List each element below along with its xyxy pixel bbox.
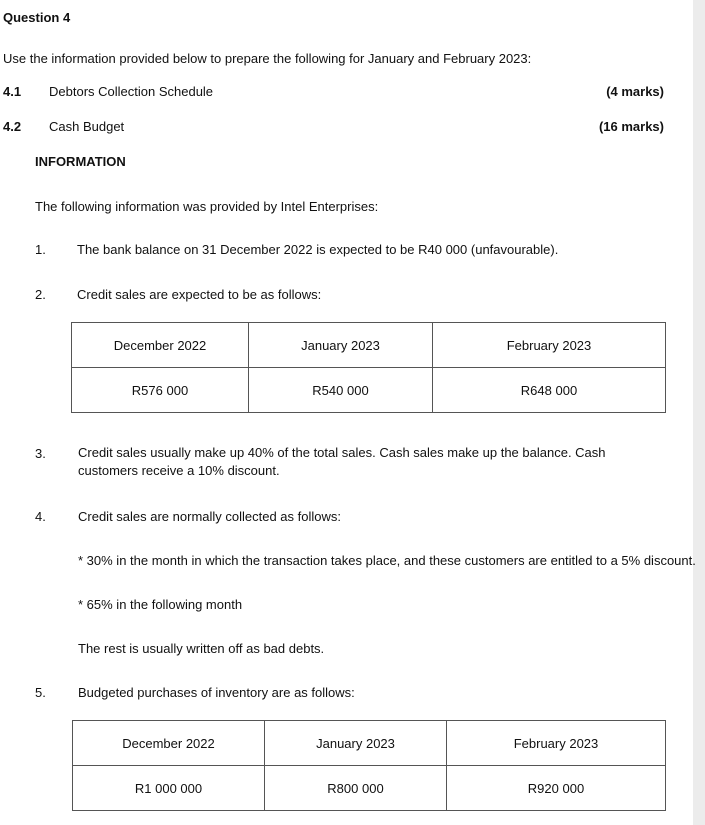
page-edge-strip [693, 0, 705, 825]
information-intro: The following information was provided by Intel Enterprises: [35, 199, 379, 214]
task-label: Debtors Collection Schedule [49, 84, 214, 99]
table-cell: R920 000 [447, 766, 666, 811]
task-marks: (16 marks) [598, 119, 664, 134]
credit-sales-table [71, 322, 666, 413]
purchases-table [72, 720, 666, 811]
item-text: Credit sales usually make up 40% of the total sales. Cash sales make up the balance. Cash customers receive a 10% discount. [78, 445, 606, 478]
task-marks: (4 marks) [606, 84, 664, 99]
table-header-cell: January 2023 [249, 323, 433, 368]
table-cell: R1 000 000 [73, 766, 265, 811]
information-heading: INFORMATION [35, 154, 126, 169]
item-text: Credit sales are expected to be as follows: [77, 287, 322, 302]
collection-note: * 65% in the following month [78, 597, 243, 612]
task-number: 4.2 [3, 119, 22, 134]
table-row [73, 766, 666, 811]
instructions-text: Use the information provided below to prepare the following for January and February 2023: [3, 51, 532, 66]
table-cell: R648 000 [433, 368, 666, 413]
table-header-row [72, 323, 666, 368]
table-header-row [73, 721, 666, 766]
collection-note: * 30% in the month in which the transaction takes place, and these customers are entitled to a 5% discount. [78, 553, 696, 568]
bad-debts-note: The rest is usually written off as bad debts. [78, 641, 325, 656]
table-row [72, 368, 666, 413]
task-number: 4.1 [3, 84, 22, 99]
task-label: Cash Budget [49, 119, 125, 134]
table-header-cell: December 2022 [72, 323, 249, 368]
table-header-cell: February 2023 [433, 323, 666, 368]
item-number: 2. [35, 287, 46, 302]
table-header-cell: February 2023 [447, 721, 666, 766]
table-cell: R540 000 [249, 368, 433, 413]
table-cell: R576 000 [72, 368, 249, 413]
item-number: 1. [35, 242, 46, 257]
item-number: 4. [35, 509, 46, 524]
table-header-cell: December 2022 [73, 721, 265, 766]
item-text: Credit sales are normally collected as follows: [78, 509, 341, 524]
table-cell: R800 000 [265, 766, 447, 811]
item-number: 5. [35, 685, 46, 700]
item-text: Budgeted purchases of inventory are as follows: [78, 685, 355, 700]
item-text: The bank balance on 31 December 2022 is expected to be R40 000 (unfavourable). [77, 242, 559, 257]
table-header-cell: January 2023 [265, 721, 447, 766]
question-title: Question 4 [3, 10, 71, 25]
item-number: 3. [35, 446, 46, 461]
